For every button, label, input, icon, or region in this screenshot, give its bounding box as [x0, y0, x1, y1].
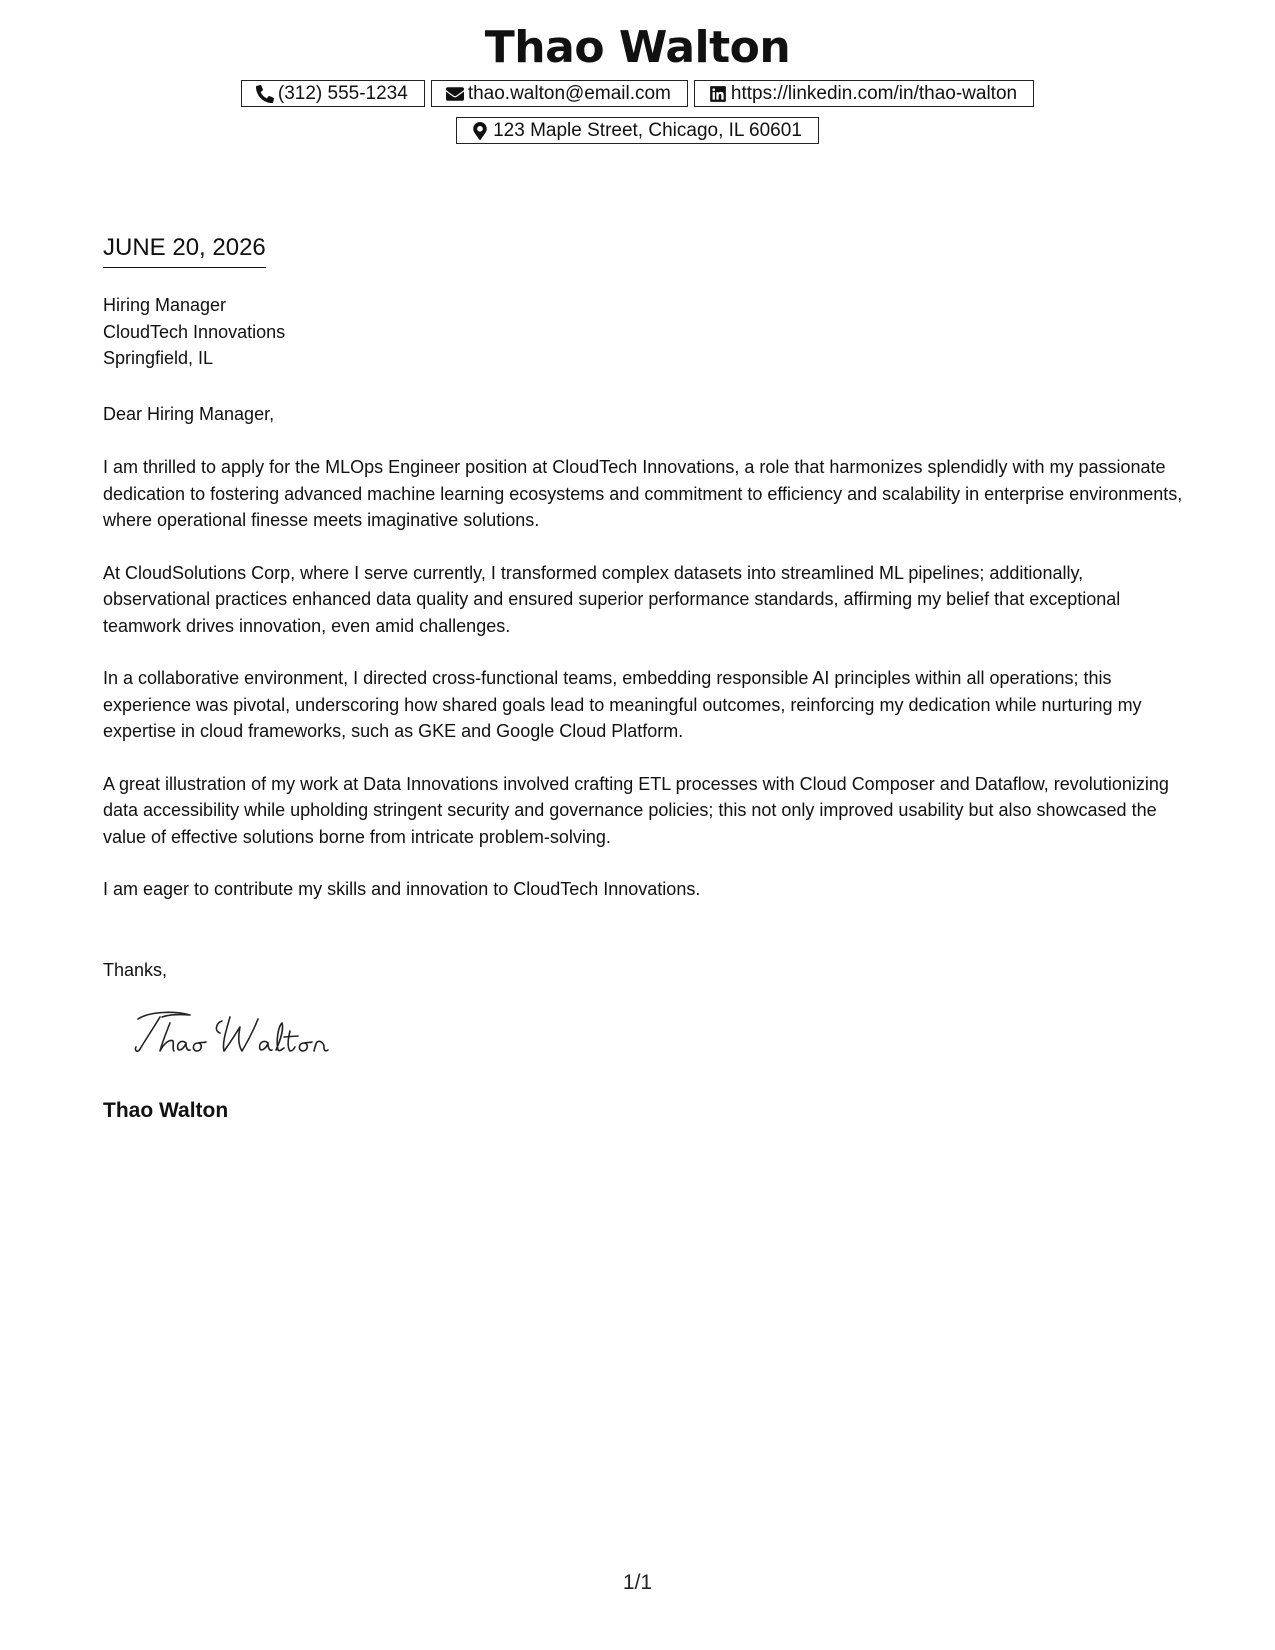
closing: Thanks, — [103, 960, 168, 980]
recipient-company: CloudTech Innovations — [103, 321, 286, 342]
address-chip — [456, 117, 819, 144]
phone-text: (312) 555-1234 — [277, 82, 408, 104]
salutation: Dear Hiring Manager, — [103, 404, 275, 424]
address-text: 123 Maple Street, Chicago, IL 60601 — [493, 119, 802, 141]
email-chip[interactable] — [431, 80, 688, 107]
body-paragraph: A great illustration of my work at Data Innovations involved crafting ETL processes with Cloud Composer and Dataflow, revolutionizing data accessibility while upholding stringent security and governance policies; this not only improved usability but also showcased the value of effective solutions borne from intricate problem-solving. — [103, 773, 1169, 847]
recipient-location: Springfield, IL — [103, 348, 214, 368]
recipient-block — [103, 292, 1183, 372]
body-paragraph: At CloudSolutions Corp, where I serve currently, I transformed complex datasets into streamlined ML pipelines; additionally, observational practices enhanced data quality and ensured superior performance standards, affirming my belief that exceptional teamwork drives innovation, even amid challenges. — [103, 562, 1121, 636]
email-text: thao.walton@email.com — [467, 82, 671, 104]
map-marker-icon — [470, 121, 490, 141]
letter-body — [103, 454, 1183, 929]
page-number: 1/1 — [622, 1571, 653, 1594]
linkedin-icon — [708, 84, 728, 104]
body-paragraph: I am thrilled to apply for the MLOps Engineer position at CloudTech Innovations, a role that harmonizes splendidly with my passionate dedication to fostering advanced machine learning ecosystems and commitment to efficiency and scalability in enterprise environments, where operational finesse meets imaginative solutions. — [103, 457, 1183, 530]
linkedin-chip[interactable] — [694, 80, 1034, 107]
phone-icon — [255, 84, 275, 104]
envelope-icon — [445, 84, 465, 104]
linkedin-text: https://linkedin.com/in/thao-walton — [730, 82, 1018, 104]
body-paragraph: In a collaborative environment, I directed cross-functional teams, embedding responsible AI principles within all operations; this experience was pivotal, underscoring how shared goals lead to meaningful outcomes, reinforcing my dedication while nurturing my expertise in cloud frameworks, such as GKE and Google Cloud Platform. — [103, 668, 1142, 741]
recipient-title: Hiring Manager — [103, 295, 227, 315]
body-paragraph: I am eager to contribute my skills and innovation to CloudTech Innovations. — [103, 879, 701, 899]
address-row — [0, 117, 1275, 144]
signer-name: Thao Walton — [103, 1099, 229, 1122]
handwritten-signature — [130, 1005, 340, 1065]
letter-date: JUNE 20, 2026 — [103, 232, 266, 268]
contact-row — [0, 80, 1275, 107]
applicant-name: Thao Walton — [484, 22, 791, 73]
phone-chip — [241, 80, 425, 107]
